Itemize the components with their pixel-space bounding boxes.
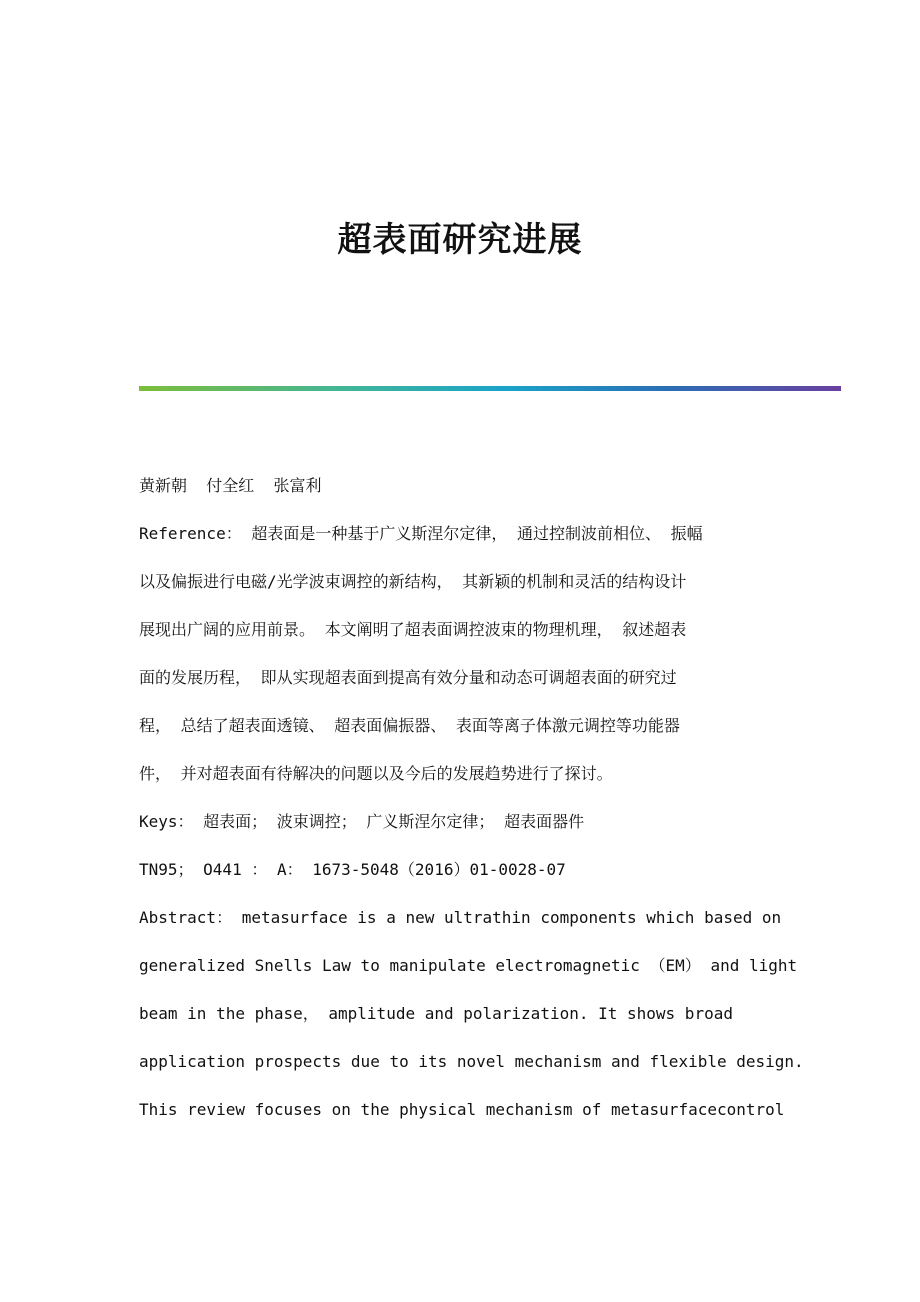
abstract-paragraph — [139, 894, 804, 1134]
abstract-line: generalized Snells Law to manipulate electromagnetic （EM） and light — [139, 956, 798, 975]
reference-paragraph — [139, 510, 789, 798]
reference-line: 程， 总结了超表面透镜、 超表面偏振器、 表面等离子体激元调控等功能器 — [139, 716, 680, 735]
classification-codes: TN95； O441 ： A： 1673-5048（2016）01-0028-07 — [139, 860, 566, 879]
abstract-line: beam in the phase， amplitude and polarization. It shows broad — [139, 1004, 733, 1023]
reference-line: 件， 并对超表面有待解决的问题以及今后的发展趋势进行了探讨。 — [139, 764, 613, 783]
keywords: Keys： 超表面； 波束调控； 广义斯涅尔定律； 超表面器件 — [139, 812, 585, 831]
abstract-line: application prospects due to its novel mechanism and flexible design. — [139, 1052, 804, 1071]
reference-line: 展现出广阔的应用前景。 本文阐明了超表面调控波束的物理机理， 叙述超表 — [139, 620, 687, 639]
reference-line: Reference： 超表面是一种基于广义斯涅尔定律， 通过控制波前相位、 振幅 — [139, 524, 703, 543]
title-divider — [139, 386, 841, 391]
authors: 黄新朝 付全红 张富利 — [139, 476, 322, 495]
abstract-line: This review focuses on the physical mechanism of metasurfacecontrol — [139, 1100, 785, 1119]
abstract-line: Abstract： metasurface is a new ultrathin components which based on — [139, 908, 782, 927]
reference-line: 面的发展历程， 即从实现超表面到提高有效分量和动态可调超表面的研究过 — [139, 668, 677, 687]
paper-body — [139, 462, 804, 1134]
paper-title: 超表面研究进展 — [337, 220, 583, 260]
reference-line: 以及偏振进行电磁/光学波束调控的新结构， 其新颖的机制和灵活的结构设计 — [139, 572, 687, 591]
